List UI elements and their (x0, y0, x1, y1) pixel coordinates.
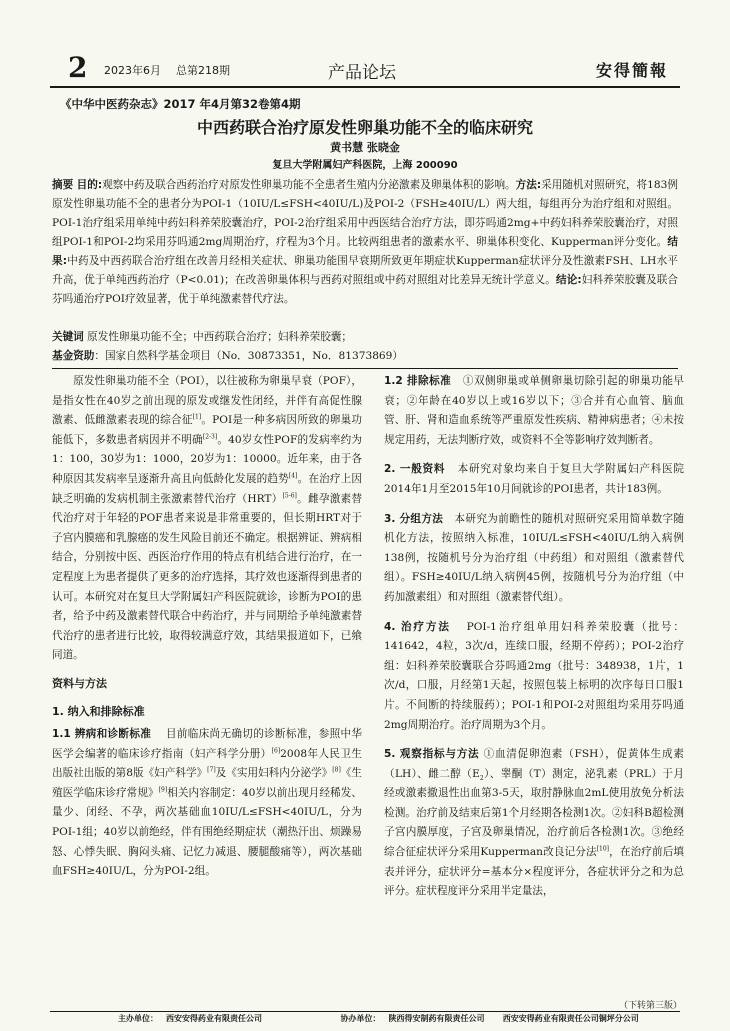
text-1-1e: 相关内容制定：40岁以前出现月经稀发、量少、闭经、不孕，两次基础血10IU/L≤FSH<40IU/L，分为POI-1组；40岁以前绝经，伴有围绝经期症状（潮热汗出、烦躁易怒、心悸失眠、胸闷头痛、记忆力减退、腰腿酸痛等），两次基础血FSH≥40IU/L，分为POI-2组。 (52, 786, 363, 878)
abstract (52, 176, 678, 309)
header-rule (50, 86, 680, 88)
text-3: 本研究为前瞻性的随机对照研究采用简单数字随机化方法，按照纳入标准，10IU/L≤FSH<40IU/L纳入病例138例，按随机号分为治疗组（中药组）和对照组（激素替代组）。FSH≥40IU/L纳入病例45例，按随机号分为治疗组（中药加激素组）和对照组（激素替代组）。 (384, 512, 684, 603)
intro-text-4: 。在治疗上因缺乏明确的发病机制主张激素替代治疗（HRT） (52, 472, 363, 505)
purpose-text: 观察中药及联合西药治疗对原发性卵巢功能不全患者生殖内分泌激素及卵巢体积的影响。 (102, 179, 516, 191)
article-affiliation: 复旦大学附属妇产科医院，上海 200090 (272, 160, 458, 171)
footer-co-name-2: 西安安得药业有限责任公司铜坪分公司 (502, 1014, 639, 1023)
continued-note: （下转第三版） (618, 1001, 682, 1011)
spacer (384, 450, 684, 452)
page-number: 2 (68, 51, 88, 84)
citation-ref: [10] (596, 845, 610, 853)
paragraph-1-1 (52, 725, 362, 882)
subheading-1-2: 1.2 排除标准 (384, 375, 452, 387)
subscript: 2 (479, 774, 484, 782)
intro-paragraph (52, 372, 362, 666)
abstract-label: 摘要 (52, 179, 74, 191)
text-1-1c: 及《实用妇科内分泌学》 (215, 767, 333, 780)
paragraph-3 (384, 510, 684, 608)
citation-ref: [8] (332, 766, 341, 774)
subheading-3: 3. 分组方法 (384, 512, 444, 525)
text-5a: ①血清促卵泡素（FSH），促黄体生成素（LH）、雌二醇（E (384, 748, 684, 780)
issue-number: 总第218期 (176, 64, 230, 77)
intro-text-5: 。雌孕激素替代治疗对于年轻的POF患者来说是非常重要的，但长期HRT对于子宫内膜癌和乳腺癌的发生风险目前还不确定。根据辨证、辨病相结合，分别按中医、西医治疗作用的特点有机结合进行治疗，在一定程度上为患者提供了更多的治疗选择，其疗效也逐渐得到患者的认可。本研究对在复旦大学附属妇产科医院就诊，诊断为POI的患者，给予中药及激素替代联合中药治疗，并与同期给予单纯激素替代治疗的患者进行比较，取得较满意疗效，其结果报道如下，已飨同道。 (52, 492, 363, 662)
article-authors: 黄书慧 张晓金 (330, 141, 400, 154)
subheading-4: 4. 治疗方法 (384, 620, 451, 633)
footer-host-name: 西安安得药业有限责任公司 (166, 1014, 262, 1023)
text-1-2: ①双侧卵巢或单侧卵巢切除引起的卵巢功能早衰；②年龄在40岁以上或16岁以下；③合并有心血管、脑血管、肝、肾和造血系统等严重原发性疾病、精神病患者；④未按规定用药，无法判断疗效，或资料不全等影响疗效判断者。 (384, 375, 685, 446)
result-label: 结果: (52, 236, 678, 267)
citation-ref: [4] (288, 472, 298, 480)
method-label: 方法: (515, 179, 542, 191)
keywords (52, 328, 678, 346)
purpose-label: 目的: (76, 179, 103, 191)
paragraph-2 (384, 460, 684, 499)
keywords-label: 关键词 (52, 331, 84, 343)
issue-date: 2023年6月 (104, 64, 161, 77)
abstract-separator (52, 368, 678, 369)
citation-ref: [2-3] (202, 433, 218, 441)
text-5b: ）、睾酮（T）测定，泌乳素（PRL）于月经或激素撤退性出血第3-5天，取肘静脉血2mL使用放免分析法检测。治疗前及结束后第1个月经期各检测1次。②妇科B超检测子宫内膜厚度，子宫及卵巢情况，治疗前后各检测1次。③绝经综合征症状评分采用Kupperman改良记分法 (384, 767, 684, 859)
body-column-right (384, 372, 684, 902)
body-column-left (52, 372, 362, 882)
article-title: 中西药联合治疗原发性卵巢功能不全的临床研究 (196, 118, 533, 137)
heading-materials-methods: 资料与方法 (52, 676, 107, 690)
conclusion-text: 妇科养荣胶囊及联合芬吗通治疗POI疗效显著，优于单纯激素替代疗法。 (52, 274, 678, 305)
citation-ref: [1] (192, 413, 202, 421)
citation-ref: [7] (207, 766, 216, 774)
paragraph-5 (384, 745, 684, 902)
funding (52, 347, 678, 365)
text-1-1: 目前临床尚无确切的诊断标准，参照中华医学会编著的临床诊疗指南（妇产科学分册） (52, 728, 362, 760)
subheading-5: 5. 观察指标与方法 (384, 748, 480, 761)
conclusion-label: 结论: (556, 274, 582, 286)
citation-ref: [5-6] (282, 492, 297, 500)
citation-ref: [6] (271, 747, 281, 755)
footer-rule (50, 1011, 680, 1012)
citation-ref: [9] (158, 786, 168, 794)
text-4: POI-1治疗组单用妇科养荣胶囊（批号：141642，4粒，3次/d，连续口服，经期不停药）；POI-2治疗组：妇科养荣胶囊联合芬吗通2mg（批号：348938，1片，1次/d，口服，月经第1天起，按照包装上标明的次序每日口服1片。不间断的持续服药）；POI-1和POI-2对照组均采用芬吗通2mg周期治疗。治疗周期为3个月。 (384, 620, 684, 731)
footer-co-name-1: 陕西得安制药有限责任公司 (388, 1014, 485, 1023)
text-2: 本研究对象均来自于复旦大学附属妇产科医院2014年1月至2015年10月间就诊的POI患者，共计183例。 (384, 463, 684, 495)
subheading-2: 2. 一般资料 (384, 463, 446, 476)
section-title: 产品论坛 (328, 63, 396, 83)
text-1-1d: 《生殖医学临床诊疗常规》 (52, 767, 362, 799)
intro-text-1: 原发性卵巢功能不全（POI），以往被称为卵巢早衰（POF），是指女性在40岁之前出现的原发或继发性闭经，并伴有高促性腺激素、低雌激素表现的综合征 (52, 375, 362, 427)
intro-text-2: 。POI是一种多病因所致的卵巢功能低下，多数患者病因并不明确 (52, 414, 362, 446)
journal-citation: 《中华中医药杂志》2017 年4月第32卷第4期 (60, 97, 301, 111)
text-5c: ，在治疗前后填表并评分，症状评分=基本分×程度评分，各症状评分之和为总评分。症状程度评分采用半定量法， (384, 846, 685, 898)
footer-host-label: 主办单位： (118, 1014, 158, 1023)
page-header (50, 50, 680, 90)
footer-co-label: 协办单位： (340, 1014, 381, 1023)
footer-co (341, 1014, 647, 1023)
method-text: 采用随机对照研究，将183例原发性卵巢功能不全的患者分为POI-1（10IU/L≤FSH<40IU/L)及POI-2（FSH≥40IU/L）两大组，每组再分为治疗组和对照组。POI-1治疗组采用单纯中药妇科养荣胶囊治疗，POI-2治疗组采用中西医结合治疗方法，即芬吗通2mg+中药妇科养荣胶囊治疗，对照组POI-1和POI-2均采用芬吗通2mg周期治疗，疗程为3个月。比较两组患者的激素水平、卵巢体积变化、Kupperman评分变化。 (52, 179, 678, 248)
paragraph-1-2 (384, 372, 684, 450)
funding-label: 基金资助 (52, 350, 95, 362)
paragraph-4 (384, 618, 684, 736)
page-footer (50, 1013, 680, 1024)
intro-text-3: 。40岁女性POF的发病率约为1：100，30岁为1：1000，20岁为1：10000。近年来，由于各种原因其发病率呈逐渐升高且向低龄化发展的趋势 (52, 433, 362, 485)
brand-logo: 安得簡報 (595, 61, 668, 80)
funding-text: ：国家自然科学基金项目（No．30873351，No．81373869） (94, 350, 404, 362)
footer-host (118, 1014, 270, 1023)
subheading-1-1: 1.1 辨病和诊断标准 (52, 728, 152, 741)
heading-criteria: 1. 纳入和排除标准 (52, 704, 145, 718)
keywords-text: 原发性卵巢功能不全；中西药联合治疗；妇科养荣胶囊； (87, 331, 352, 343)
text-1-1b: 2008年人民卫生出版社出版的第8版《妇产科学》 (52, 747, 362, 780)
result-text: 中药及中西药联合治疗组在改善月经相关症状、卵巢功能围早衰期所致更年期症状Kupperman症状评分及性激素FSH、LH水平升高，优于单纯西药治疗（P<0.01)；在改善卵巢体积与西药对照组或中药对照组对比差异无统计学意义。 (52, 255, 678, 286)
